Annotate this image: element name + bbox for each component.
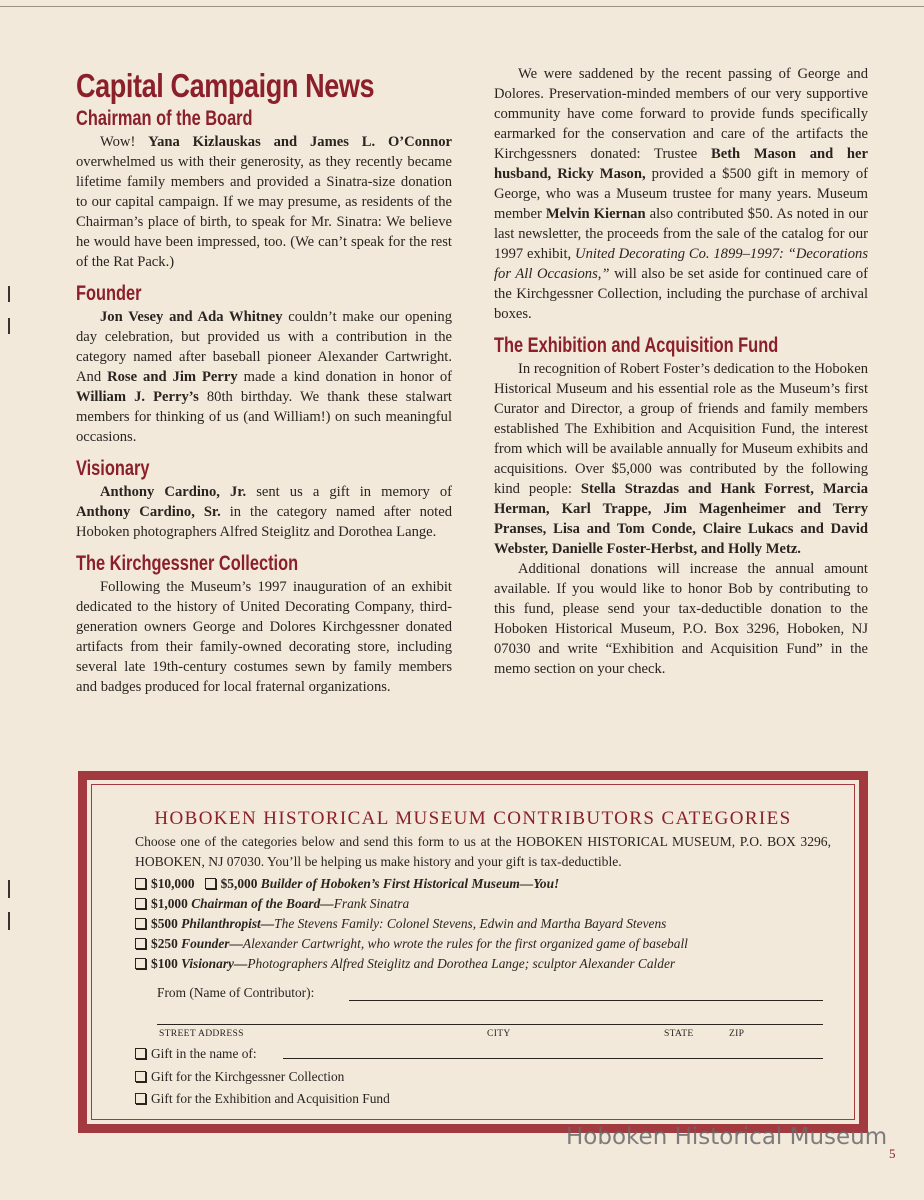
founder-heading: Founder <box>76 282 142 305</box>
checkbox-500[interactable] <box>135 918 146 929</box>
right-column <box>494 64 868 679</box>
from-input-line[interactable] <box>349 1000 823 1001</box>
category-option-row: $1,000 Chairman of the Board—Frank Sinatra <box>135 894 409 913</box>
kirchgessner-paragraph-2: We were saddened by the recent passing of George and Dolores. Preservation-minded members of our very supportive community have come forward to provide funds specifically earmarked for the conservation and care of the artifacts the Kirchgessners donated: Trustee Beth Mason and her husband, Ricky Mason, provided a $500 gift in memory of George, who was a Museum trustee for many years. Museum member Melvin Kiernan also contributed $50. As noted in our last newsletter, the proceeds from the sale of the catalog for our 1997 exhibit, United Decorating Co. 1899–1997: “Decorations for All Occasions,” will also be set aside for continued care of the Kirchgessner Collection, including the purchase of archival boxes. <box>494 66 868 322</box>
category-option-row: $10,000 $5,000 Builder of Hoboken’s First Historical Museum—You! <box>135 874 559 893</box>
binding-mark <box>8 318 10 334</box>
page-number: 5 <box>889 1146 896 1161</box>
checkbox-gift-fund[interactable] <box>135 1093 146 1104</box>
visionary-paragraph: Anthony Cardino, Jr. sent us a gift in memory of Anthony Cardino, Sr. in the category named after noted Hoboken photographers Alfred Steiglitz and Dorothea Lange. <box>76 484 452 540</box>
category-option-row: $500 Philanthropist—The Stevens Family: Colonel Stevens, Edwin and Martha Bayard Stevens <box>135 914 666 933</box>
chairman-paragraph: Wow! Yana Kizlauskas and James L. O’Connor overwhelmed us with their generosity, as they recently became lifetime family members and provided a Sinatra-size donation to our capital campaign. If we may presume, as residents of the Chairman’s place of birth, to speak for Mr. Sinatra: We believe he would have been impressed, too. (We can’t speak for the rest of the Rat Pack.) <box>76 134 453 270</box>
gift-fund-row: Gift for the Exhibition and Acquisition Fund <box>135 1089 390 1108</box>
from-label: From (Name of Contributor): <box>157 985 315 1000</box>
binding-mark <box>8 912 10 930</box>
address-input-line[interactable] <box>157 1024 823 1025</box>
top-rule <box>0 6 924 7</box>
zip-label: ZIP <box>729 1028 745 1039</box>
binding-mark <box>8 880 10 898</box>
kirchgessner-paragraph-1: Following the Museum’s 1997 inauguration of an exhibit dedicated to the history of United Decorating Company, third-generation owners George and Dolores Kirchgessner donated artifacts from their family-owned decorating store, including several late 19th-century costumes sewn by family members and badges produced for local fraternal organizations. <box>76 579 452 695</box>
state-label: STATE <box>664 1028 694 1039</box>
exhibition-paragraph-1: In recognition of Robert Foster’s dedication to the Hoboken Historical Museum and his essential role as the Museum’s first Curator and Director, a group of friends and family members established The Exhibition and Acquisition Fund, the interest from which will be available annually for Museum exhibits and acquisitions. Over $5,000 was contributed by the following kind people: Stella Strazdas and Hank Forrest, Marcia Herman, Karl Trappe, Jim Magenheimer and Terry Pranses, Lisa and Tom Conde, Claire Lukacs and David Webster, Danielle Foster-Herbst, and Holly Metz. <box>494 361 869 557</box>
visionary-heading: Visionary <box>76 457 150 480</box>
exhibition-paragraph-2: Additional donations will increase the annual amount available. If you would like to honor Bob by contributing to this fund, please send your tax-deductible donation to the Hoboken Historical Museum, P.O. Box 3296, Hoboken, NJ 07030 and write “Exhibition and Acquisition Fund” in the memo section on your check. <box>494 561 868 677</box>
binding-mark <box>8 286 10 302</box>
form-title: HOBOKEN HISTORICAL MUSEUM CONTRIBUTORS CATEGORIES <box>154 808 792 829</box>
checkbox-5000[interactable] <box>205 878 216 889</box>
checkbox-250[interactable] <box>135 938 146 949</box>
left-column <box>76 64 452 697</box>
chairman-heading: Chairman of the Board <box>76 107 253 130</box>
watermark: Hoboken Historical Museum <box>566 1124 888 1150</box>
kirchgessner-heading: The Kirchgessner Collection <box>76 552 299 575</box>
gift-kirchgessner-row: Gift for the Kirchgessner Collection <box>135 1067 344 1086</box>
category-option-row: $100 Visionary—Photographers Alfred Steiglitz and Dorothea Lange; sculptor Alexander Calder <box>135 954 675 973</box>
founder-paragraph: Jon Vesey and Ada Whitney couldn’t make our opening day celebration, but provided us with a contribution in the category named after baseball pioneer Alexander Cartwright. And Rose and Jim Perry made a kind donation in honor of William J. Perry’s 80th birthday. We thank these stalwart members for thinking of us (and William!) on such meaningful occasions. <box>76 309 452 445</box>
city-label: CITY <box>487 1028 511 1039</box>
street-address-label: STREET ADDRESS <box>159 1028 244 1039</box>
exhibition-heading: The Exhibition and Acquisition Fund <box>494 334 779 357</box>
checkbox-10000[interactable] <box>135 878 146 889</box>
checkbox-1000[interactable] <box>135 898 146 909</box>
category-option-row: $250 Founder—Alexander Cartwright, who wrote the rules for the first organized game of baseball <box>135 934 688 953</box>
gift-name-input-line[interactable] <box>283 1058 823 1059</box>
form-intro: Choose one of the categories below and send this form to us at the HOBOKEN HISTORICAL MUSEUM, P.O. BOX 3296, HOBOKEN, NJ 07030. You’ll be helping us make history and your gift is tax-deductible. <box>135 834 831 869</box>
checkbox-gift-kirchgessner[interactable] <box>135 1071 146 1082</box>
gift-name-row: Gift in the name of: <box>135 1044 257 1063</box>
checkbox-100[interactable] <box>135 958 146 969</box>
checkbox-gift-name[interactable] <box>135 1048 146 1059</box>
page-title: Capital Campaign News <box>76 67 375 104</box>
contributors-form <box>78 771 868 1133</box>
